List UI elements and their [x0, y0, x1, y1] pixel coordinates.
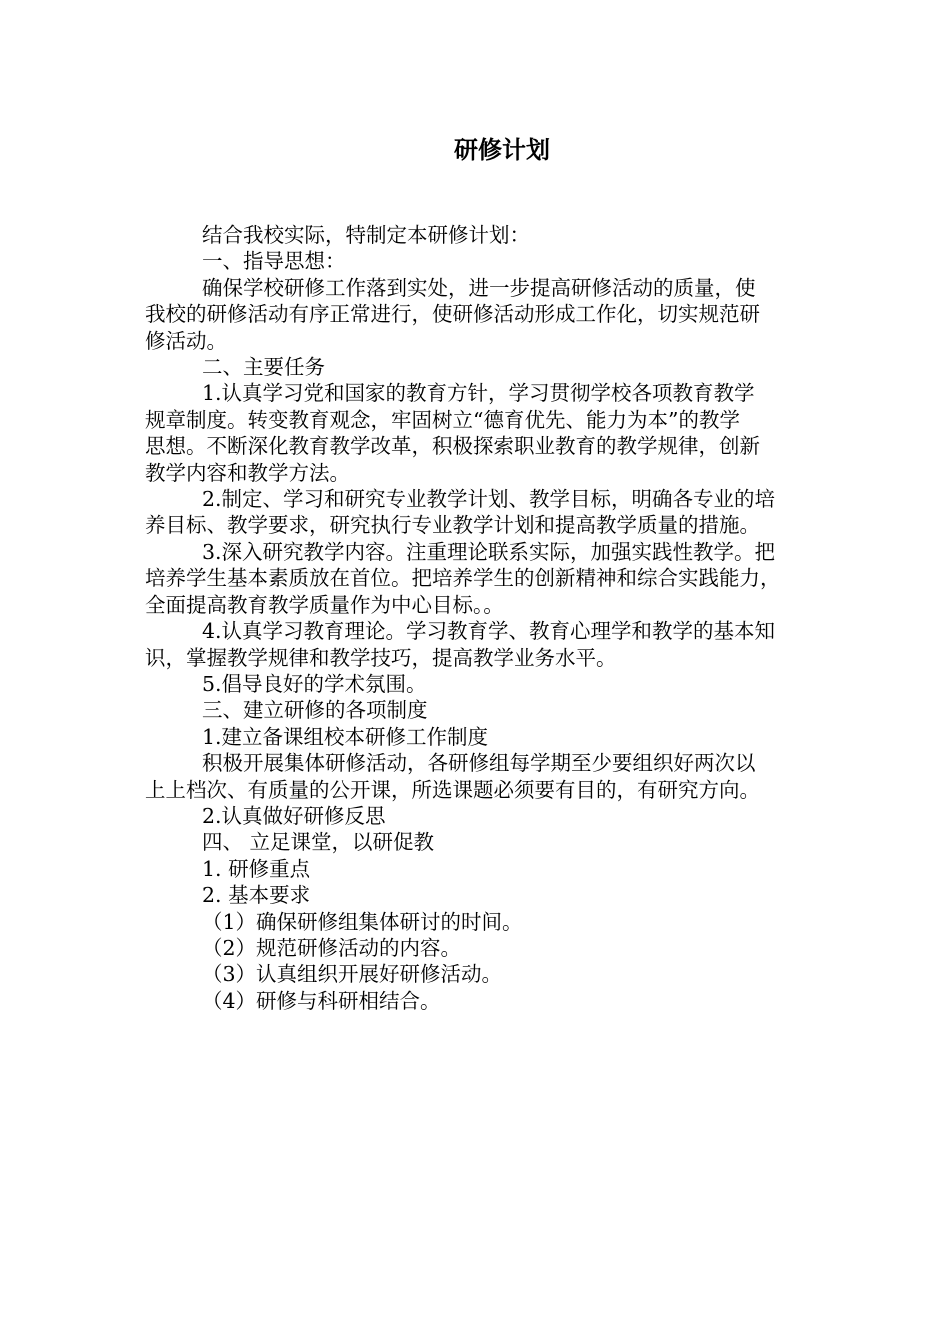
- paragraph-line: 确保学校研修工作落到实处，进一步提高研修活动的质量，使: [202, 275, 756, 300]
- paragraph-line: 5.倡导良好的学术氛围。: [202, 671, 427, 696]
- paragraph-line: 修活动。: [145, 328, 227, 353]
- subheading-line: 2. 基本要求: [202, 883, 311, 908]
- paragraph-line: 积极开展集体研修活动，各研修组每学期至少要组织好两次以: [202, 751, 756, 776]
- list-item: （3）认真组织开展好研修活动。: [202, 962, 503, 987]
- paragraph-line: 4.认真学习教育理论。学习教育学、教育心理学和教学的基本知: [202, 619, 776, 644]
- paragraph-line: 上上档次、有质量的公开课，所选课题必须要有目的，有研究方向。: [145, 777, 760, 802]
- paragraph-line: 教学内容和教学方法。: [145, 460, 350, 485]
- paragraph-line: 思想。不断深化教育教学改革，积极探索职业教育的教学规律，创新: [145, 434, 760, 459]
- paragraph-line: 培养学生基本素质放在首位。把培养学生的创新精神和综合实践能力，: [145, 566, 781, 591]
- intro-line: 结合我校实际，特制定本研修计划：: [202, 223, 530, 247]
- section-heading-classroom: 四、 立足课堂，以研促教: [202, 830, 435, 855]
- list-item: （2）规范研修活动的内容。: [202, 935, 462, 960]
- list-item: （1）确保研修组集体研讨的时间。: [202, 909, 523, 934]
- paragraph-line: 3.深入研究教学内容。注重理论联系实际，加强实践性教学。把: [202, 539, 776, 564]
- paragraph-line: 1.认真学习党和国家的教育方针，学习贯彻学校各项教育教学: [202, 381, 755, 406]
- section-heading-guiding-ideology: 一、指导思想：: [202, 249, 346, 274]
- paragraph-line: 养目标、教学要求，研究执行专业教学计划和提高教学质量的措施。: [145, 513, 760, 538]
- paragraph-line: 规章制度。转变教育观念，牢固树立“德育优先、能力为本”的教学: [145, 407, 740, 432]
- list-item: （4）研修与科研相结合。: [202, 988, 441, 1013]
- subheading-line: 1. 研修重点: [202, 856, 311, 881]
- paragraph-line: 识，掌握教学规律和教学技巧，提高教学业务水平。: [145, 645, 617, 670]
- document-title: 研修计划: [454, 136, 550, 164]
- paragraph-line: 2.制定、学习和研究专业教学计划、教学目标，明确各专业的培: [202, 487, 776, 512]
- subheading-line: 2.认真做好研修反思: [202, 803, 386, 828]
- section-heading-main-tasks: 二、主要任务: [202, 355, 325, 380]
- document-body: [145, 222, 817, 1014]
- paragraph-line: 全面提高教育教学质量作为中心目标。。: [145, 592, 504, 617]
- subheading-line: 1.建立备课组校本研修工作制度: [202, 724, 489, 749]
- section-heading-research-systems: 三、建立研修的各项制度: [202, 698, 428, 723]
- paragraph-line: 我校的研修活动有序正常进行，使研修活动形成工作化，切实规范研: [145, 302, 760, 327]
